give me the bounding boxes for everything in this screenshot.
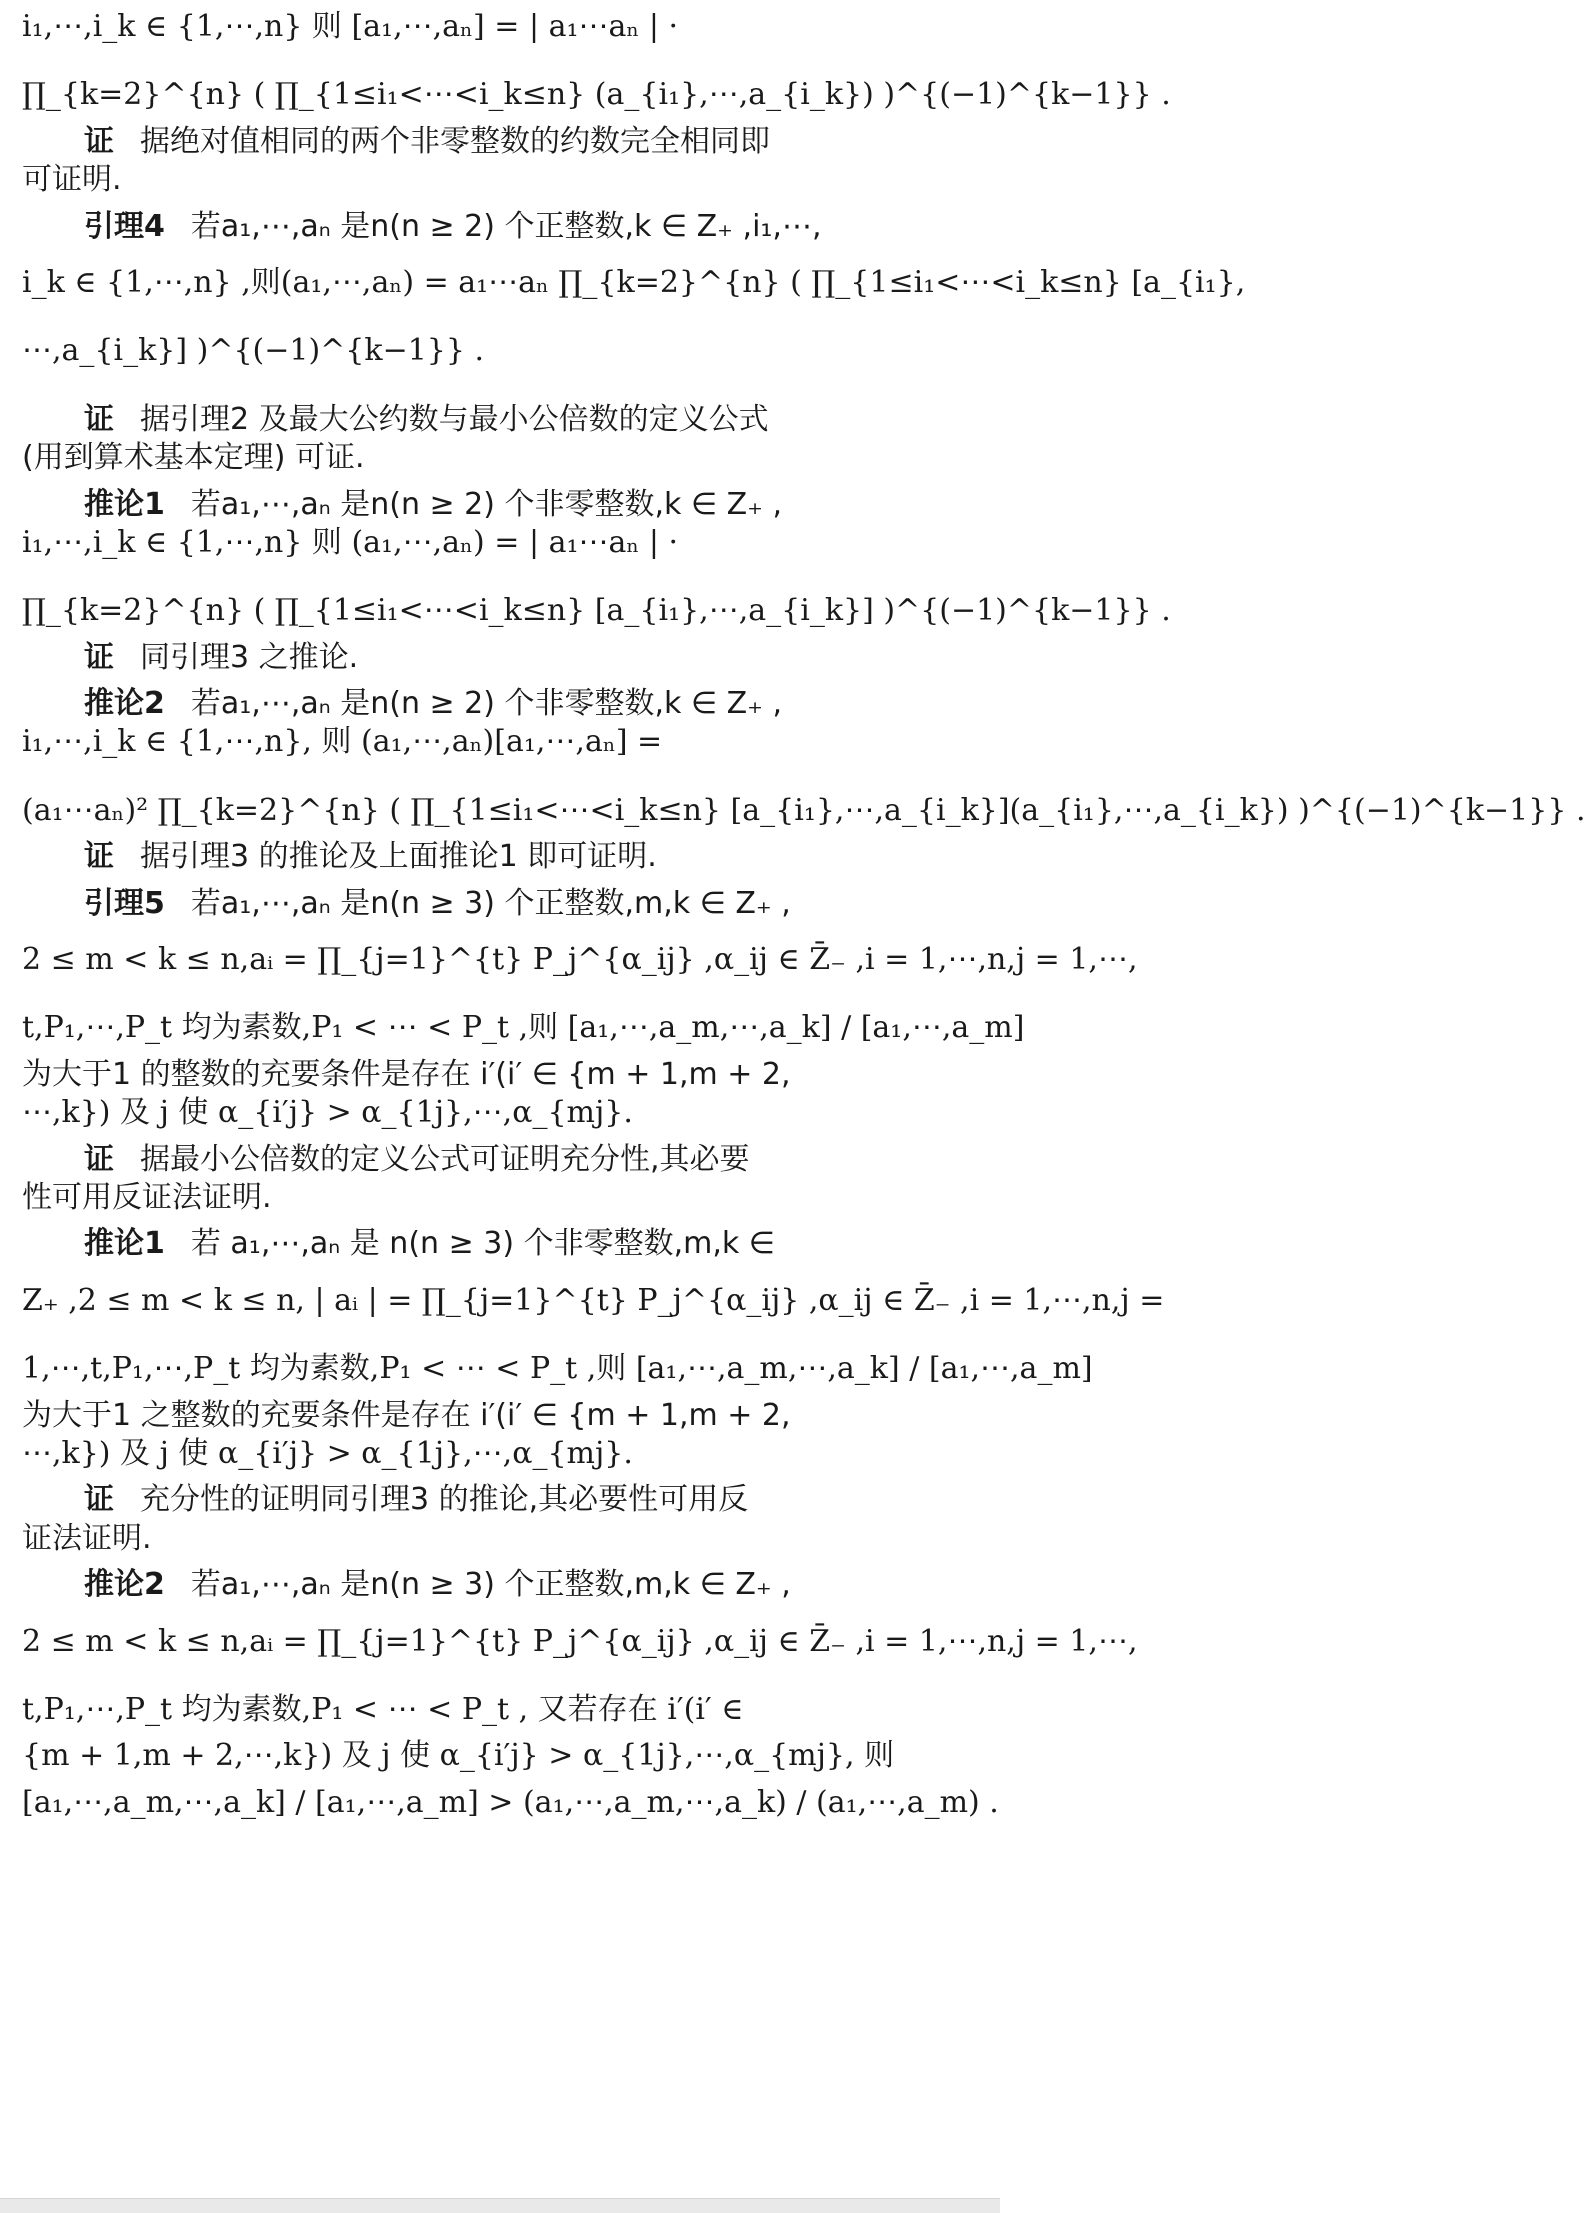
- lemma-paragraph: [22, 885, 862, 923]
- math-line: (a₁⋯aₙ)² ∏_{k=2}^{n} ( ∏_{1≤i₁<⋯<i_k≤n} [a_{i₁},⋯,a_{i_k}](a_{i₁},⋯,a_{i_k}) )^{(−1)^{k−1}} .: [22, 792, 1586, 828]
- proof-paragraph: [22, 123, 862, 161]
- paragraph-continuation: 性可用反证法证明.: [22, 1179, 272, 1215]
- proof-label: 证: [84, 123, 114, 159]
- lemma-paragraph: [22, 208, 862, 246]
- proof-label: 证: [84, 1141, 114, 1177]
- proof-label: 证: [84, 639, 114, 675]
- math-line: 1,⋯,t,P₁,⋯,P_t 均为素数,P₁ < ⋯ < P_t ,则 [a₁,⋯,a_m,⋯,a_k] / [a₁,⋯,a_m]: [22, 1351, 1093, 1387]
- corollary-paragraph: [22, 1225, 862, 1263]
- math-line: {m + 1,m + 2,⋯,k}) 及 j 使 α_{i′j} > α_{1j},⋯,α_{mj}, 则: [22, 1738, 895, 1774]
- proof-label: 证: [84, 401, 114, 437]
- math-line: i₁,⋯,i_k ∈ {1,⋯,n}, 则 (a₁,⋯,aₙ)[a₁,⋯,aₙ] =: [22, 724, 663, 760]
- math-line: ∏_{k=2}^{n} ( ∏_{1≤i₁<⋯<i_k≤n} [a_{i₁},⋯,a_{i_k}] )^{(−1)^{k−1}} .: [22, 593, 1171, 629]
- math-line: i₁,⋯,i_k ∈ {1,⋯,n} 则 (a₁,⋯,aₙ) = | a₁⋯aₙ | ·: [22, 524, 679, 560]
- paragraph-text: 据引理2 及最大公约数与最小公倍数的定义公式: [140, 401, 769, 437]
- paragraph-text: 若a₁,⋯,aₙ 是n(n ≥ 2) 个正整数,k ∈ Z₊ ,i₁,⋯,: [190, 208, 822, 244]
- math-line: t,P₁,⋯,P_t 均为素数,P₁ < ⋯ < P_t , 又若存在 i′(i′ ∈: [22, 1691, 744, 1727]
- paragraph-text: 据引理3 的推论及上面推论1 即可证明.: [140, 839, 657, 875]
- math-line: ∏_{k=2}^{n} ( ∏_{1≤i₁<⋯<i_k≤n} (a_{i₁},⋯,a_{i_k}) )^{(−1)^{k−1}} .: [22, 77, 1171, 113]
- paragraph-continuation: 为大于1 的整数的充要条件是存在 i′(i′ ∈ {m + 1,m + 2,: [22, 1056, 791, 1092]
- paragraph-text: 同引理3 之推论.: [140, 639, 359, 675]
- paragraph-text: 若 a₁,⋯,aₙ 是 n(n ≥ 3) 个非零整数,m,k ∈: [190, 1226, 775, 1262]
- math-line: ⋯,a_{i_k}] )^{(−1)^{k−1}} .: [22, 333, 485, 369]
- proof-label: 证: [84, 839, 114, 875]
- math-line: Z₊ ,2 ≤ m < k ≤ n, | aᵢ | = ∏_{j=1}^{t} P_j^{α_ij} ,α_ij ∈ Z̄₋ ,i = 1,⋯,n,j =: [22, 1282, 1165, 1318]
- math-line: ⋯,k}) 及 j 使 α_{i′j} > α_{1j},⋯,α_{mj}.: [22, 1435, 633, 1471]
- proof-paragraph: [22, 639, 862, 677]
- math-line: i_k ∈ {1,⋯,n} ,则(a₁,⋯,aₙ) = a₁⋯aₙ ∏_{k=2}^{n} ( ∏_{1≤i₁<⋯<i_k≤n} [a_{i₁},: [22, 264, 1246, 300]
- paragraph-continuation: 可证明.: [22, 162, 122, 198]
- paragraph-text: 充分性的证明同引理3 的推论,其必要性可用反: [140, 1482, 749, 1518]
- corollary-paragraph: [22, 685, 862, 723]
- paragraph-text: 若a₁,⋯,aₙ 是n(n ≥ 2) 个非零整数,k ∈ Z₊ ,: [190, 486, 783, 522]
- math-line: 2 ≤ m < k ≤ n,aᵢ = ∏_{j=1}^{t} P_j^{α_ij} ,α_ij ∈ Z̄₋ ,i = 1,⋯,n,j = 1,⋯,: [22, 1623, 1138, 1659]
- math-line: ⋯,k}) 及 j 使 α_{i′j} > α_{1j},⋯,α_{mj}.: [22, 1095, 633, 1131]
- proof-paragraph: [22, 838, 862, 876]
- corollary-paragraph: [22, 486, 862, 524]
- paragraph-text: 若a₁,⋯,aₙ 是n(n ≥ 2) 个非零整数,k ∈ Z₊ ,: [190, 686, 783, 722]
- lemma-label: 引理4: [84, 208, 165, 244]
- page-bottom-bar: [0, 2198, 1000, 2213]
- proof-paragraph: [22, 401, 862, 439]
- corollary-label: 推论2: [84, 1567, 165, 1603]
- proof-paragraph: [22, 1481, 862, 1519]
- paragraph-text: 若a₁,⋯,aₙ 是n(n ≥ 3) 个正整数,m,k ∈ Z₊ ,: [190, 1567, 791, 1603]
- corollary-paragraph: [22, 1566, 862, 1604]
- proof-label: 证: [84, 1482, 114, 1518]
- paragraph-continuation: 为大于1 之整数的充要条件是存在 i′(i′ ∈ {m + 1,m + 2,: [22, 1397, 791, 1433]
- paragraph-text: 据绝对值相同的两个非零整数的约数完全相同即: [140, 123, 770, 159]
- math-line: [a₁,⋯,a_m,⋯,a_k] / [a₁,⋯,a_m] > (a₁,⋯,a_m,⋯,a_k) / (a₁,⋯,a_m) .: [22, 1784, 999, 1820]
- corollary-label: 推论2: [84, 686, 165, 722]
- math-line: i₁,⋯,i_k ∈ {1,⋯,n} 则 [a₁,⋯,aₙ] = | a₁⋯aₙ | ·: [22, 9, 679, 44]
- math-line: 2 ≤ m < k ≤ n,aᵢ = ∏_{j=1}^{t} P_j^{α_ij} ,α_ij ∈ Z̄₋ ,i = 1,⋯,n,j = 1,⋯,: [22, 942, 1138, 978]
- corollary-label: 推论1: [84, 1226, 165, 1262]
- paragraph-continuation: (用到算术基本定理) 可证.: [22, 440, 365, 476]
- paragraph-continuation: 证法证明.: [22, 1520, 152, 1556]
- paragraph-text: 据最小公倍数的定义公式可证明充分性,其必要: [140, 1141, 750, 1177]
- corollary-label: 推论1: [84, 486, 165, 522]
- lemma-label: 引理5: [84, 885, 165, 921]
- proof-paragraph: [22, 1141, 862, 1179]
- math-line: t,P₁,⋯,P_t 均为素数,P₁ < ⋯ < P_t ,则 [a₁,⋯,a_m,⋯,a_k] / [a₁,⋯,a_m]: [22, 1010, 1025, 1046]
- paragraph-text: 若a₁,⋯,aₙ 是n(n ≥ 3) 个正整数,m,k ∈ Z₊ ,: [190, 885, 791, 921]
